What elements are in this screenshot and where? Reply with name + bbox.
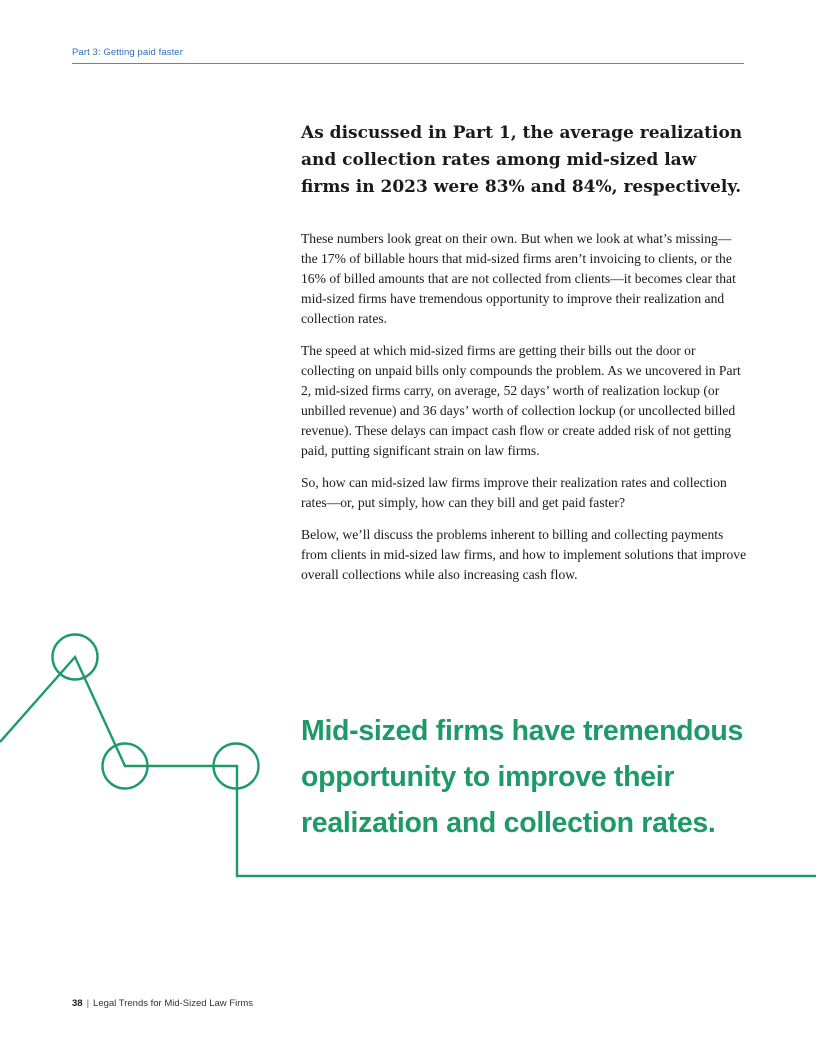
- publication-title: Legal Trends for Mid-Sized Law Firms: [93, 998, 254, 1009]
- body-paragraph-4: Below, we’ll discuss the problems inherent to billing and collecting payments from clients in mid-sized law firms, and how to implement solutions that improve overall collections while also increasing cash flow.: [301, 527, 747, 582]
- pull-quote: Mid-sized firms have tremendous opportunity to improve their realization and collection rates.: [301, 715, 744, 839]
- body-paragraph-2: The speed at which mid-sized firms are getting their bills out the door or collecting on unpaid bills only compounds the problem. As we uncovered in Part 2, mid-sized firms carry, on average, 52 days’ worth of realization lockup (or unbilled revenue) and 36 days’ worth of collection lockup (or uncollected billed revenue). These delays can impact cash flow or create added risk of not getting paid, putting significant strain on law firms.: [301, 343, 741, 458]
- footer-separator: |: [86, 998, 90, 1009]
- body-paragraph-3: So, how can mid-sized law firms improve their realization rates and collection rates—or, put simply, how can they bill and get paid faster?: [301, 475, 727, 510]
- body-paragraph-1: These numbers look great on their own. But when we look at what’s missing—the 17% of billable hours that mid-sized firms aren’t invoicing to clients, or the 16% of billed amounts that are not collected from clients—it becomes clear that mid-sized firms have tremendous opportunity to improve their realization and collection rates.: [301, 231, 736, 326]
- page-number: 38: [72, 998, 83, 1009]
- page-footer: [72, 998, 253, 1009]
- intro-statement: As discussed in Part 1, the average realization and collection rates among mid-sized law firms in 2023 were 83% and 84%, respectively.: [301, 123, 743, 197]
- section-header: Part 3: Getting paid faster: [72, 47, 183, 58]
